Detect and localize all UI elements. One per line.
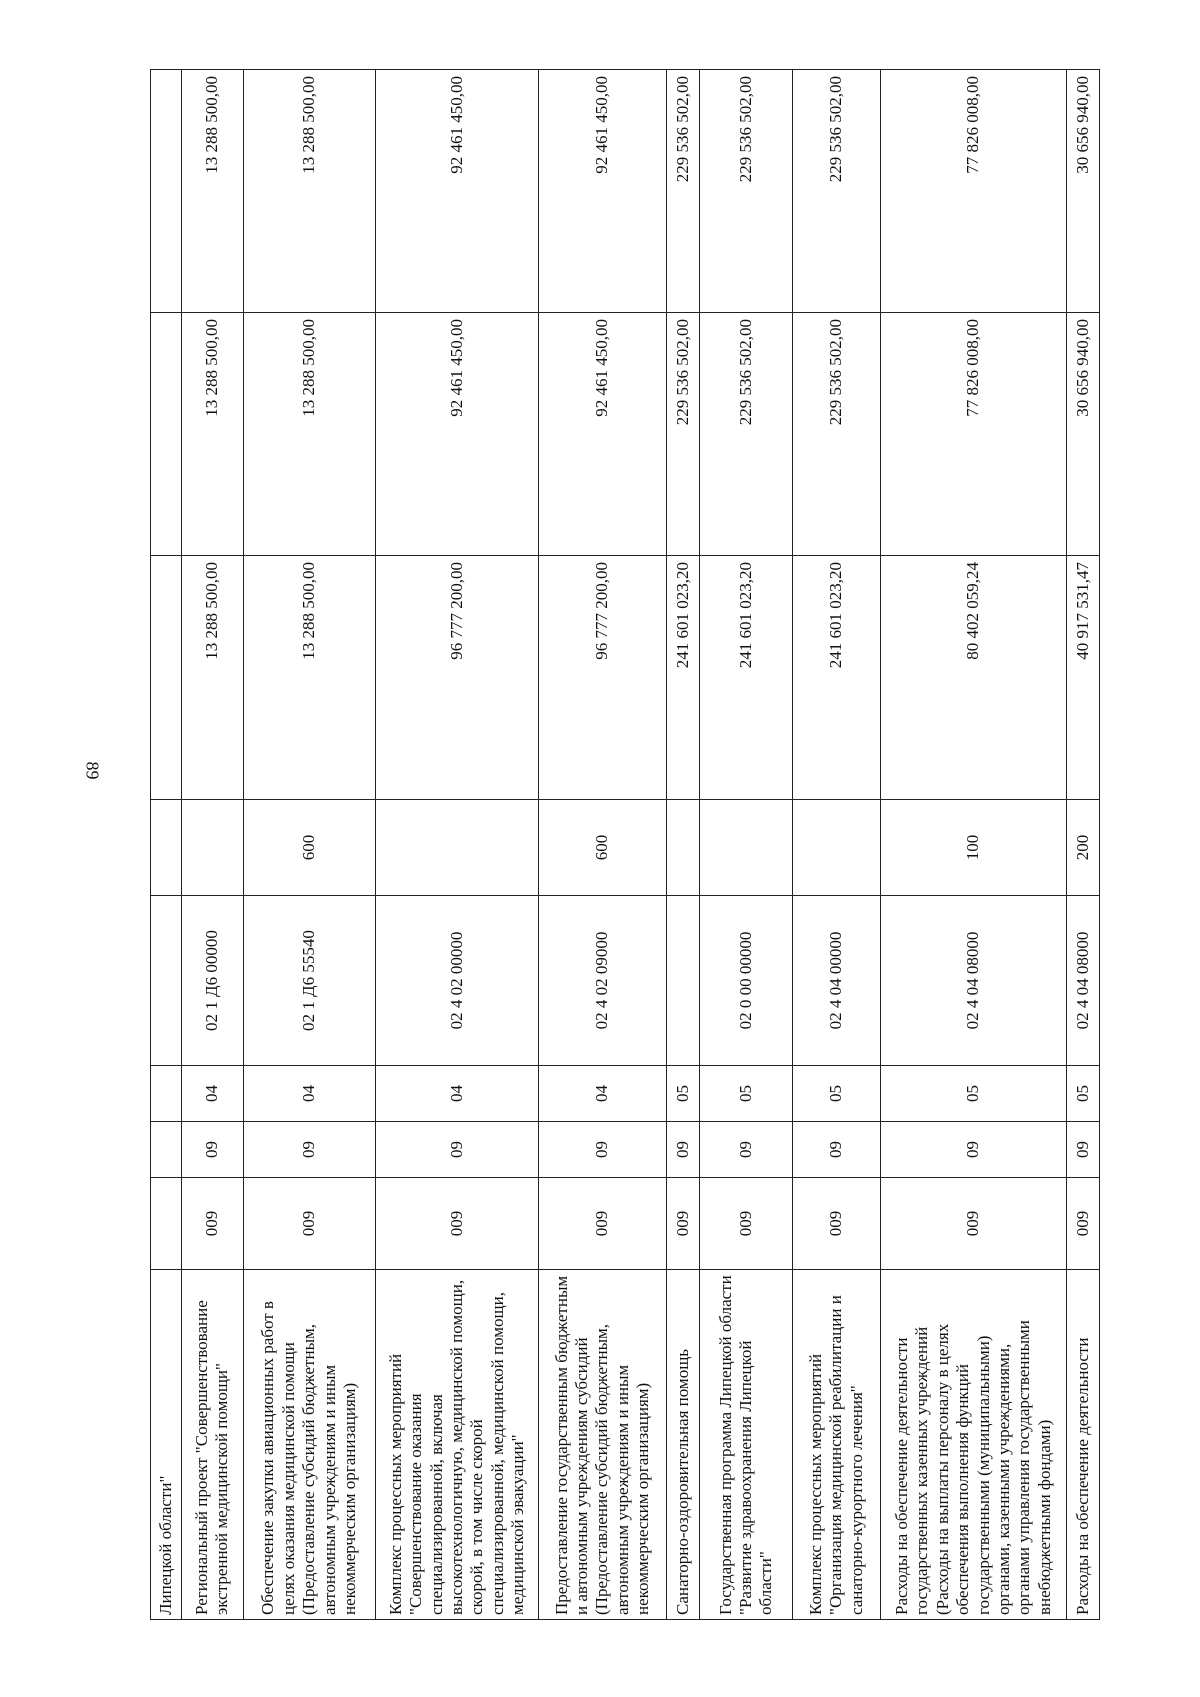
target-article-cell: 02 1 Д6 00000 bbox=[181, 896, 243, 1066]
amount-year2-cell: 92 461 450,00 bbox=[539, 313, 667, 556]
ved-code-cell: 009 bbox=[667, 1178, 700, 1270]
amount-year2-cell: 229 536 502,00 bbox=[793, 313, 881, 556]
expense-type-cell: 600 bbox=[243, 800, 375, 896]
amount-year3-cell: 92 461 450,00 bbox=[376, 70, 539, 313]
row-name-cell: Расходы на обеспечение деятельности государственных казенных учреждений (Расходы на выплаты персоналу в целях обеспечения выполнения функций государственными (муниципальными) органами, казенными учреждениями, органами управления государственными внебюджетными фондами) bbox=[881, 1270, 1067, 1620]
table-row bbox=[181, 70, 243, 1620]
target-article-cell: 02 4 04 08000 bbox=[1066, 896, 1099, 1066]
ved-code-cell: 009 bbox=[539, 1178, 667, 1270]
amount-year3-cell bbox=[151, 70, 182, 313]
page-number: 89 bbox=[82, 761, 103, 780]
ved-code-cell: 009 bbox=[700, 1178, 793, 1270]
subsection-code-cell: 04 bbox=[539, 1066, 667, 1122]
subsection-code-cell: 05 bbox=[1066, 1066, 1099, 1122]
amount-year1-cell: 241 601 023,20 bbox=[667, 556, 700, 800]
row-name-cell: Комплекс процессных мероприятий "Организация медицинской реабилитации и санаторно-курортного лечения" bbox=[793, 1270, 881, 1620]
row-name-cell: Предоставление государственным бюджетным и автономным учреждениям субсидий (Предоставление субсидий бюджетным, автономным учреждениям и иным некоммерческим организациям) bbox=[539, 1270, 667, 1620]
table-row bbox=[1066, 70, 1099, 1620]
subsection-code-cell: 04 bbox=[376, 1066, 539, 1122]
amount-year2-cell: 229 536 502,00 bbox=[667, 313, 700, 556]
amount-year3-cell: 229 536 502,00 bbox=[667, 70, 700, 313]
table-row bbox=[376, 70, 539, 1620]
row-name-cell: Липецкой области" bbox=[151, 1270, 182, 1620]
amount-year3-cell: 229 536 502,00 bbox=[793, 70, 881, 313]
amount-year1-cell: 96 777 200,00 bbox=[539, 556, 667, 800]
target-article-cell: 02 0 00 00000 bbox=[700, 896, 793, 1066]
section-code-cell: 09 bbox=[881, 1122, 1067, 1178]
table-row bbox=[881, 70, 1067, 1620]
expense-type-cell bbox=[793, 800, 881, 896]
section-code-cell: 09 bbox=[793, 1122, 881, 1178]
amount-year3-cell: 77 826 008,00 bbox=[881, 70, 1067, 313]
expense-type-cell: 200 bbox=[1066, 800, 1099, 896]
amount-year1-cell: 13 288 500,00 bbox=[181, 556, 243, 800]
table-row bbox=[151, 70, 182, 1620]
amount-year2-cell: 229 536 502,00 bbox=[700, 313, 793, 556]
amount-year2-cell bbox=[151, 313, 182, 556]
ved-code-cell: 009 bbox=[1066, 1178, 1099, 1270]
amount-year2-cell: 13 288 500,00 bbox=[243, 313, 375, 556]
expense-type-cell: 100 bbox=[881, 800, 1067, 896]
section-code-cell: 09 bbox=[700, 1122, 793, 1178]
subsection-code-cell bbox=[151, 1066, 182, 1122]
section-code-cell: 09 bbox=[376, 1122, 539, 1178]
ved-code-cell: 009 bbox=[181, 1178, 243, 1270]
amount-year1-cell: 13 288 500,00 bbox=[243, 556, 375, 800]
section-code-cell: 09 bbox=[539, 1122, 667, 1178]
table-row bbox=[539, 70, 667, 1620]
amount-year1-cell: 40 917 531,47 bbox=[1066, 556, 1099, 800]
expense-type-cell bbox=[376, 800, 539, 896]
table-body bbox=[151, 70, 1100, 1620]
ved-code-cell bbox=[151, 1178, 182, 1270]
amount-year1-cell bbox=[151, 556, 182, 800]
ved-code-cell: 009 bbox=[243, 1178, 375, 1270]
amount-year1-cell: 241 601 023,20 bbox=[793, 556, 881, 800]
expense-type-cell bbox=[700, 800, 793, 896]
section-code-cell bbox=[151, 1122, 182, 1178]
section-code-cell: 09 bbox=[667, 1122, 700, 1178]
expense-type-cell bbox=[667, 800, 700, 896]
amount-year1-cell: 80 402 059,24 bbox=[881, 556, 1067, 800]
target-article-cell: 02 4 04 00000 bbox=[793, 896, 881, 1066]
subsection-code-cell: 05 bbox=[881, 1066, 1067, 1122]
subsection-code-cell: 05 bbox=[700, 1066, 793, 1122]
expense-type-cell bbox=[151, 800, 182, 896]
table-row bbox=[793, 70, 881, 1620]
amount-year2-cell: 13 288 500,00 bbox=[181, 313, 243, 556]
row-name-cell: Обеспечение закупки авиационных работ в целях оказания медицинской помощи (Предоставление субсидий бюджетным, автономным учреждениям и иным некоммерческим организациям) bbox=[243, 1270, 375, 1620]
target-article-cell bbox=[151, 896, 182, 1066]
section-code-cell: 09 bbox=[1066, 1122, 1099, 1178]
table-row bbox=[667, 70, 700, 1620]
subsection-code-cell: 05 bbox=[793, 1066, 881, 1122]
subsection-code-cell: 04 bbox=[181, 1066, 243, 1122]
row-name-cell: Комплекс процессных мероприятий "Совершенствование оказания специализированной, включая высокотехнологичную, медицинской помощи, скорой, в том числе скорой специализированной, медицинской помощи, медицинской эвакуации" bbox=[376, 1270, 539, 1620]
expense-type-cell bbox=[181, 800, 243, 896]
row-name-cell: Расходы на обеспечение деятельности bbox=[1066, 1270, 1099, 1620]
expense-type-cell: 600 bbox=[539, 800, 667, 896]
target-article-cell: 02 4 02 00000 bbox=[376, 896, 539, 1066]
amount-year2-cell: 30 656 940,00 bbox=[1066, 313, 1099, 556]
budget-table bbox=[150, 69, 1100, 1620]
subsection-code-cell: 04 bbox=[243, 1066, 375, 1122]
row-name-cell: Региональный проект "Совершенствование экстренной медицинской помощи" bbox=[181, 1270, 243, 1620]
amount-year2-cell: 92 461 450,00 bbox=[376, 313, 539, 556]
target-article-cell: 02 4 02 09000 bbox=[539, 896, 667, 1066]
target-article-cell bbox=[667, 896, 700, 1066]
ved-code-cell: 009 bbox=[881, 1178, 1067, 1270]
amount-year3-cell: 92 461 450,00 bbox=[539, 70, 667, 313]
section-code-cell: 09 bbox=[181, 1122, 243, 1178]
table-row bbox=[700, 70, 793, 1620]
ved-code-cell: 009 bbox=[376, 1178, 539, 1270]
amount-year3-cell: 13 288 500,00 bbox=[243, 70, 375, 313]
amount-year1-cell: 96 777 200,00 bbox=[376, 556, 539, 800]
target-article-cell: 02 1 Д6 55540 bbox=[243, 896, 375, 1066]
amount-year3-cell: 13 288 500,00 bbox=[181, 70, 243, 313]
amount-year1-cell: 241 601 023,20 bbox=[700, 556, 793, 800]
amount-year3-cell: 229 536 502,00 bbox=[700, 70, 793, 313]
amount-year3-cell: 30 656 940,00 bbox=[1066, 70, 1099, 313]
budget-table-container bbox=[150, 70, 1100, 1620]
row-name-cell: Санаторно-оздоровительная помощь bbox=[667, 1270, 700, 1620]
subsection-code-cell: 05 bbox=[667, 1066, 700, 1122]
amount-year2-cell: 77 826 008,00 bbox=[881, 313, 1067, 556]
ved-code-cell: 009 bbox=[793, 1178, 881, 1270]
table-row bbox=[243, 70, 375, 1620]
section-code-cell: 09 bbox=[243, 1122, 375, 1178]
row-name-cell: Государственная программа Липецкой области "Развитие здравоохранения Липецкой области" bbox=[700, 1270, 793, 1620]
target-article-cell: 02 4 04 08000 bbox=[881, 896, 1067, 1066]
